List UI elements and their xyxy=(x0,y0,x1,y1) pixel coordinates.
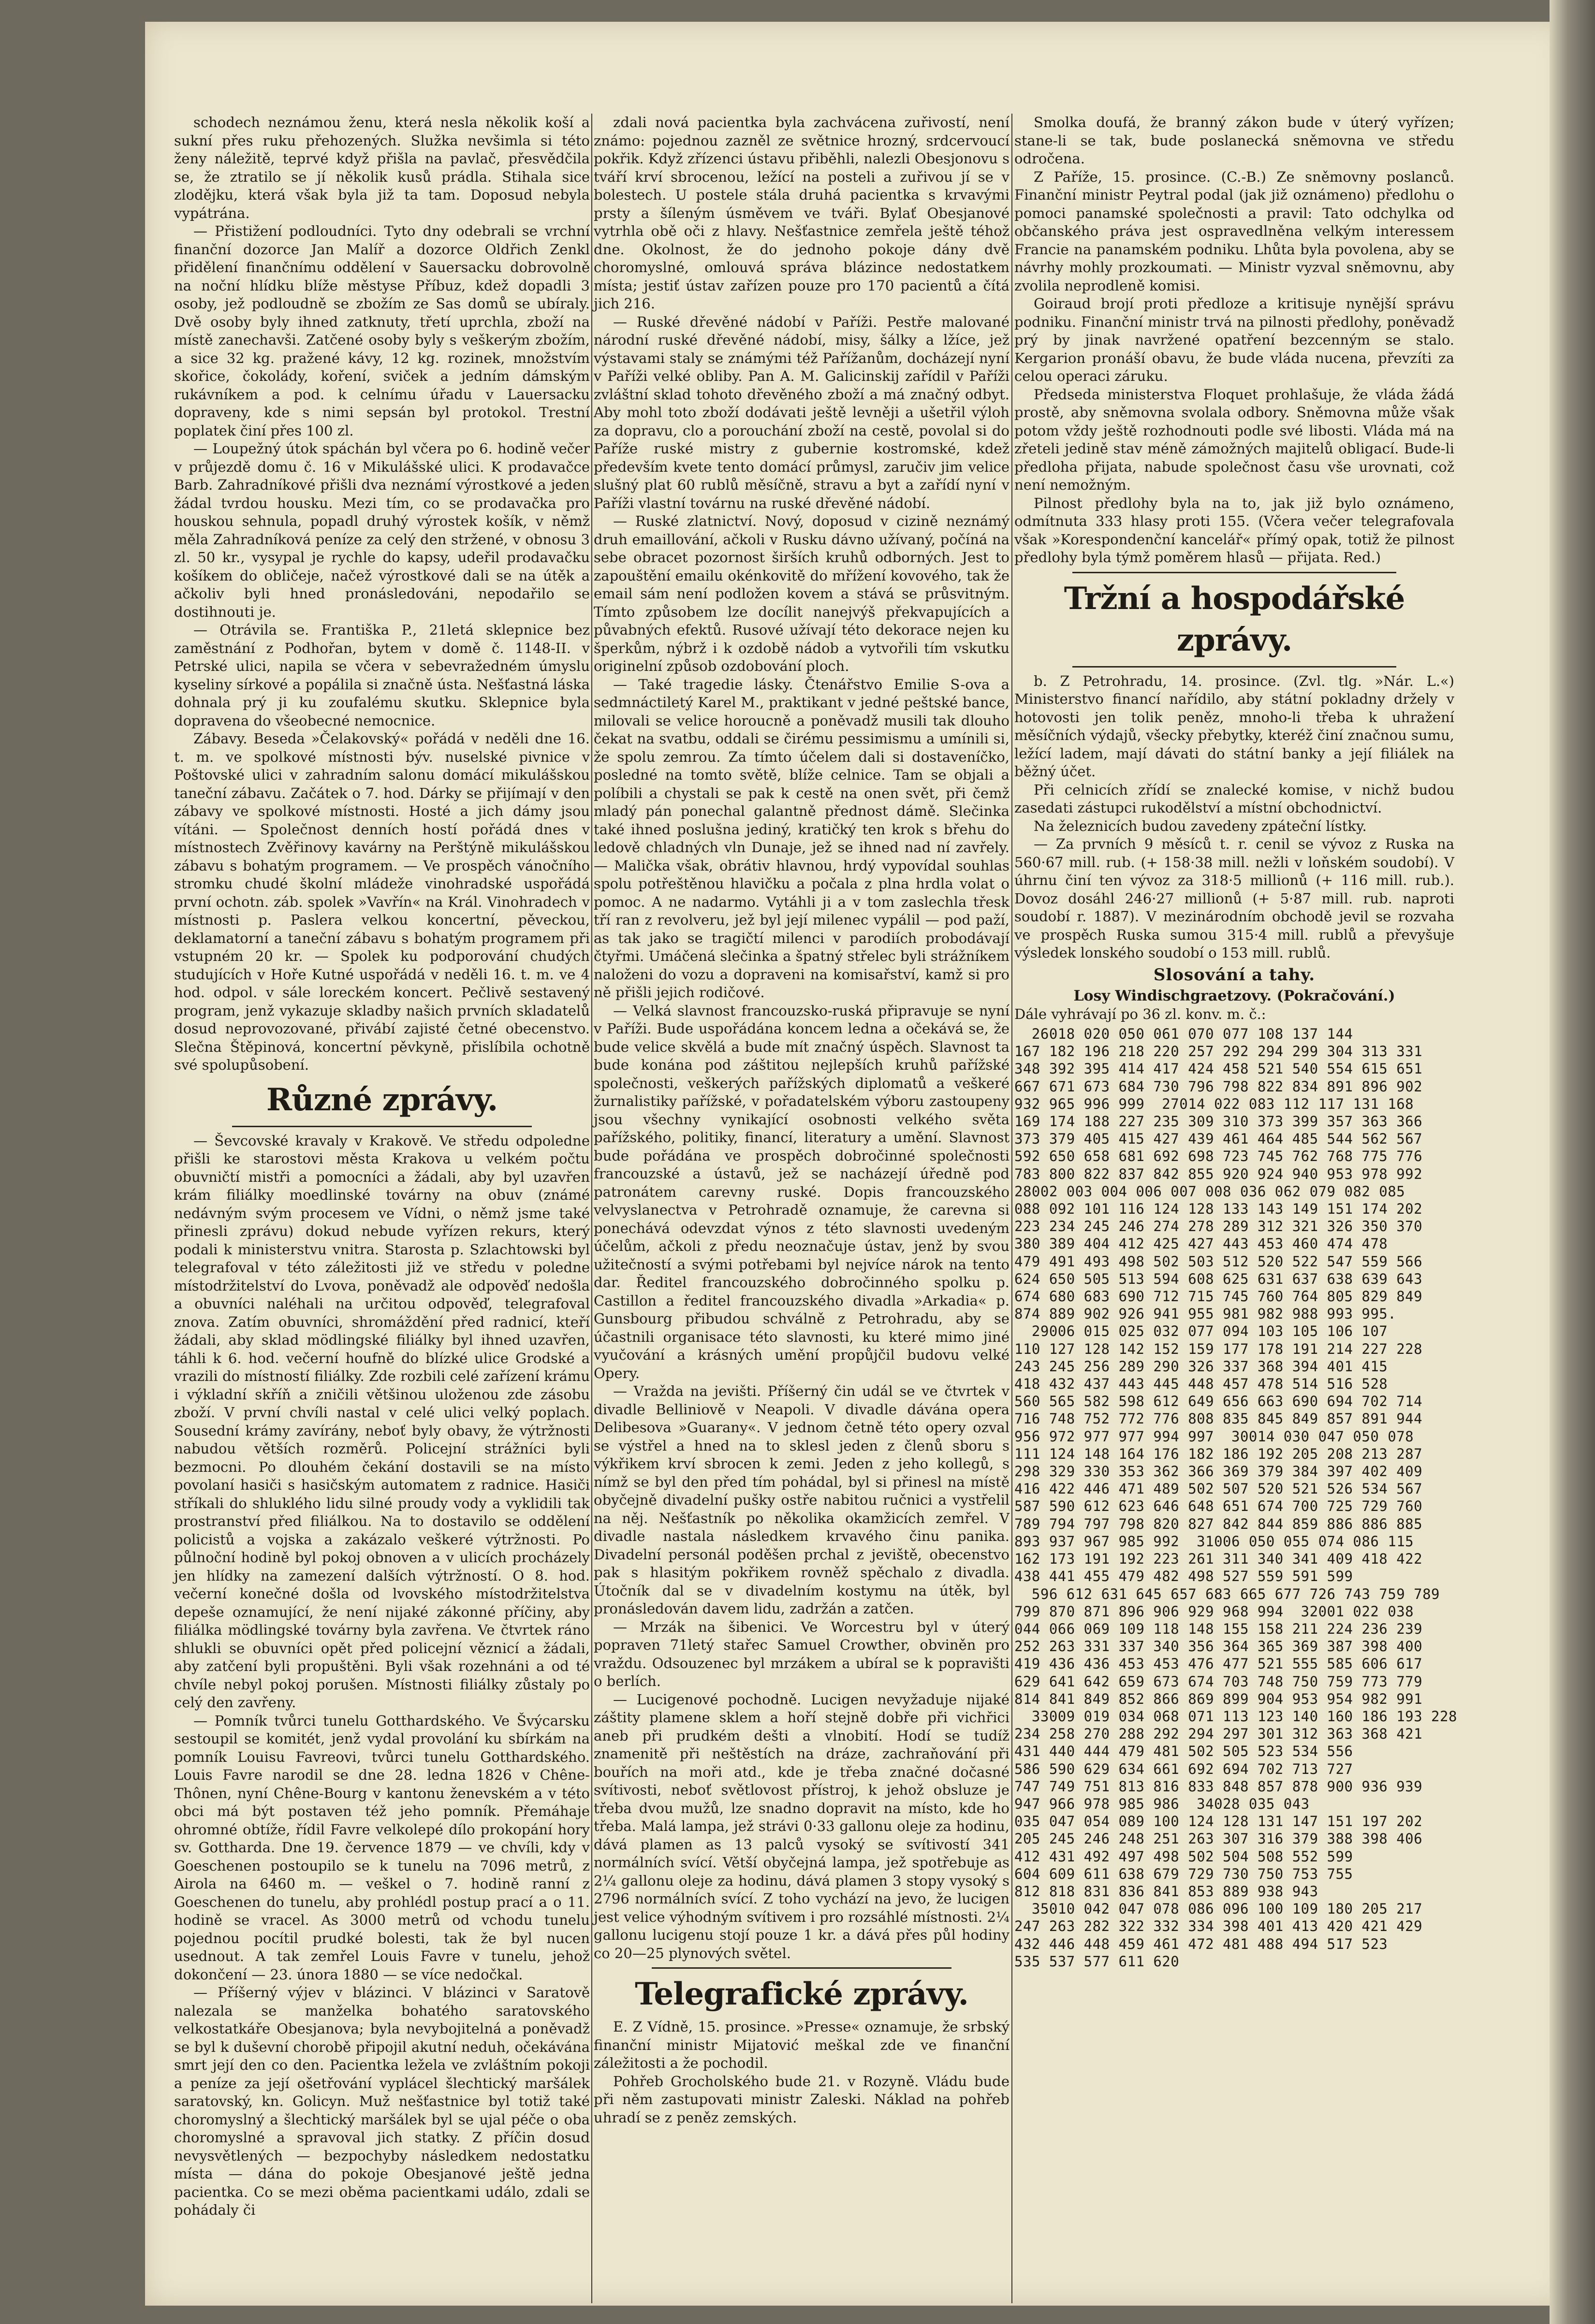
lottery-row: 110 127 128 142 152 159 177 178 191 214 227 228 xyxy=(1014,1340,1423,1357)
section-heading: Tržní a hospodářské zprávy. xyxy=(1064,580,1405,658)
lottery-row: 587 590 612 623 646 648 651 674 700 725 729 760 xyxy=(1014,1498,1423,1515)
article-text: — Otrávila se. Františka P., 21letá sklepnice bez zaměstnání z Podhořan, bytem v domě č. 1148-II. v Petrské ulici, napila se včera v sebevražedném úmyslu kyseliny sírkové a popálila si značně ústa. Nešťastná láska dohnala prý ji ku zoufalému skutku. Sklepnice byla dopravena do všeobecné nemocnice. xyxy=(174,622,590,729)
article-text: Předseda ministerstva Floquet prohlašuje, že vláda žádá prostě, aby sněmovna svolala odbory. Sněmovna může však potom vždy ještě rozhodnouti podle své libosti. Vláda má na zřeteli jedině stav méně zámožných majitelů obligací. Bude-li předloha přijata, nabude společnost času vše urovnati, což není nemožným. xyxy=(1014,386,1454,493)
lottery-row: 247 263 282 322 332 334 398 401 413 420 421 429 xyxy=(1014,1918,1423,1935)
article-text: Pohřeb Grocholského bude 21. v Rozyně. Vládu bude při něm zastupovati ministr Zaleski. Náklad na pohřeb uhradí se z peněz zemských. xyxy=(594,2073,1010,2126)
article-text: Z Paříže, 15. prosince. (C.-B.) Ze sněmovny poslanců. Finanční ministr Peytral podal (jak již oznámeno) předlohu o pomoci panamské společnosti a pravil: Tato odchylka od občanského práva jest ospravedlněna velkým interessem Francie na panamském podniku. Lhůta byla povolena, aby se návrhy mohly prozkoumati. — Ministr vyzval sněmovnu, aby zvolila neprodleně komisi. xyxy=(1014,168,1454,294)
lottery-row: 35010 042 047 078 086 096 100 109 180 205 217 xyxy=(1014,1901,1423,1917)
lottery-row: 947 966 978 985 986 34028 035 043 xyxy=(1014,1795,1310,1812)
article-text: — Příšerný výjev v blázinci. V blázinci v Saratově nalezala se manželka bohatého saratovského velkostatkáře Obesjanova; byla nevybojitelná a poněvadž se byl k duševní chorobě připojil akutní neduh, očekávána smrt její den co den. Pacientka ležela ve zvláštním pokoji a peníze za její ošetřování vyplácel šlechtický maršálek saratovský, kn. Golicyn. Muž nešťastnice byl totiž také choromyslný a šlechtický maršálek byl se ujal péče o oba choromyslné a spravoval jich statky. Z příčin dosud nevysvětlených — bezpochyby následkem nedostatku místa — dána do pokoje Obesjanové ještě jedna pacientka. Co se mezi oběma pacientkami událo, zdali se pohádaly či xyxy=(174,1984,590,2218)
lottery-subtitle: Dále vyhrávají po 36 zl. konv. m. č.: xyxy=(1014,1005,1266,1022)
article-text: — Loupežný útok spáchán byl včera po 6. hodině večer v průjezdě domu č. 16 v Mikulášské ulici. K prodavačce Barb. Zahradníkové přišli dva neznámí výrostkové a jeden žádal tvrdou housku. Mezi tím, co se prodavačka pro houskou sehnula, popadl druhý výrostek košík, v němž měla Zahradníková peníze za celý den stržené, v obnosu 3 zl. 50 kr., vysypal je rychle do kapsy, udeřil prodavačku košíkem do obličeje, načež výrostkové dali se na útěk a ačkoliv byli hned pronásledováni, nepodařilo se dostihnouti je. xyxy=(174,440,590,620)
lottery-row: 243 245 256 289 290 326 337 368 394 401 415 xyxy=(1014,1358,1388,1375)
lottery-row: 432 446 448 459 461 472 481 488 494 517 523 xyxy=(1014,1935,1388,1952)
article-text: — Za prvních 9 měsíců t. r. cenil se vývoz z Ruska na 560·67 mill. rub. (+ 158·38 mill. nežli v loňském soudobí). V úhrnu činí ten vývoz za 318·5 millionů (+ 116 mill. rub.). Dovoz dosáhl 246·27 millionů (+ 5·87 mill. rub. naproti soudobí r. 1887). V mezinárodním obchodě jevil se rozvaha ve prospěch Ruska sumou 315·4 mill. rublů a převyšuje výsledek lonského soudobí o 153 mill. rublů. xyxy=(1014,836,1454,961)
lottery-row: 604 609 611 638 679 729 730 750 753 755 xyxy=(1014,1865,1353,1882)
lottery-row: 592 650 658 681 692 698 723 745 762 768 775 776 xyxy=(1014,1148,1423,1165)
lottery-row: 789 794 797 798 820 827 842 844 859 886 886 885 xyxy=(1014,1515,1423,1532)
article-text: — Ruské zlatnictví. Nový, doposud v cizině neznámý druh emaillování, ačkoli v Rusku dávno užívaný, počíná na sebe obracet pozornost širších kruhů odborných. Jest to zapouštění emailu okénkovitě do mřížení kovového, tak že email sám není podložen kovem a stává se průsvitným. Tímto způsobem lze docílit nanejvýš překvapujících a půvabných efektů. Rusové užívají této dekorace nejen ku šperkům, nýbrž i k ozdobě nádob a vytvořili tím vskutku originelní způsob ozdobování ploch. xyxy=(594,513,1010,674)
article-text: Na železnicích budou zavedeny zpáteční lístky. xyxy=(1034,817,1367,834)
article-text: zdali nová pacientka byla zachvácena zuřivostí, není známo: pojednou zazněl ze světnice hrozný, srdcervoucí pokřik. Když zřízenci ústavu přiběhli, nalezli Obesjonovu s tváří krví sbrocenou, ležící na posteli a zuřivou jí se v bolestech. U postele stála druhá pacientka s krvavými prsty a šíleným úsměvem ve tváři. Bylať Obesjanové vytrhla obě oči z hlavy. Nešťastnice zemřela ještě téhož dne. Okolnost, že do jednoho pokoje dány dvě choromyslné, omlouvá správa blázince nedostatkem místa; jestiť ústav zařízen pouze pro 170 pacientů a čítá jich 216. xyxy=(594,114,1010,312)
lottery-row: 035 047 054 089 100 124 128 131 147 151 197 202 xyxy=(1014,1813,1423,1830)
lottery-heading: Slosování a tahy. xyxy=(1153,965,1316,985)
lottery-row: 812 818 831 836 841 853 889 938 943 xyxy=(1014,1883,1318,1900)
article-text: Pilnost předlohy byla na to, jak již bylo oznámeno, odmítnuta 333 hlasy proti 155. (Včera večer telegrafovala však »Korespondenční kancelář« přímý opak, totiž že pilnost předlohy byla týmž poměrem hlasů — přijata. Red.) xyxy=(1014,494,1454,566)
section-heading: Různé zprávy. xyxy=(266,1081,498,1118)
article-text: — Mrzák na šibenici. Ve Worcestru byl v úterý popraven 71letý stařec Samuel Crowther, obviněn pro vraždu. Odsouzenec byl mrzákem a ubíral se k popravišti o berlích. xyxy=(594,1618,1010,1689)
article-text: — Pomník tvůrci tunelu Gotthardského. Ve Švýcarsku sestoupil se komitét, jenž vydal provolání ku sbírkám na pomník Louisu Favreovi, tvůrci tunelu Gotthardského. Louis Favre narodil se dne 28. ledna 1826 v Chêne-Thônen, nyní Chêne-Bourg v kantonu ženevském a v této obci má být postaven též jeho pomník. Přemáhaje ohromné obtíže, řídil Favre velkolepé dílo prokopání hory sv. Gottharda. Dne 19. července 1879 — ve chvíli, kdy v Goeschenen postoupilo se k tunelu na 7096 metrů, z Airola na 6460 m. — veškel o 7. hodině ranní z Goeschenen do tunelu, aby prohlédl postup prací a o 11. hodině se vracel. As 3000 metrů od vchodu tunelu pojednou pocítil prudké bolesti, tak že byl nucen usednout. A tak zemřel Louis Favre v tunelu, jehož dokončení — 23. února 1880 — se více nedočkal. xyxy=(174,1712,590,1983)
article-text: — Ševcovské kravaly v Krakově. Ve středu odpoledne přišli ke starostovi města Krakova u velkém počtu obuvničtí mistři a pomocníci a žádali, aby byl uzavřen krám filiálky moedlinské továrny na obuv (známé nedávným svým procesem ve Vídni, o němž jsme také přinesli zprávu) dokud nebude vyřízen rekurs, který podali k ministerstvu vnitra. Starosta p. Szlachtowski byl telegrafoval v této záležitosti již ve středu v poledne místodržitelství do Lvova, poněvadž ale odpověď nedošla a obuvníci naléhali na určitou odpověď, telegrafoval znova. Zatím obuvníci, shromáždění před radnicí, kteří žádali, aby sklad mödlingské filiálky byl ihned uzavřen, táhli k 6. hod. večerní houfně do blízké ulice Grodské a vrazili do místností filiálky. Zde rozbili celé zařízení krámu i výkladní skříň a zničili většinou uloženou zde zásobu zboží. V první chvíli nastal v celé ulici velký poplach. Sousední krámy zavírány, neboť byly obavy, že výtržnosti nabudou větších rozměrů. Policejní strážníci byli bezmocni. Po dlouhém čekání dostavili se na místo povolaní hasiči s hasičským automatem z radnice. Hasiči stříkali do shluklého lidu silné proudy vody a vyklidili tak prostranství před filiálkou. Na to dostavilo se oddělení policistů a vojska a zakázalo veškeré výtržnosti. Po půlnoční hodině byl pokoj obnoven a v ulicích procházely jen hlídky na zamezení dalších výtržností. O 8. hod. večerní konečné došla od lvovského místodržitelstva depeše oznamující, že není nijaké zákonné příčiny, aby filiálka mödlingské továrny byla zavřena. Ve čtvrtek ráno shlukli se obuvníci opět před policejní věznicí a žádali, aby zatčení byli propuštěni. Byli však rozehnáni a od té chvíle nebyl pokoj porušen. Místnosti filiálky zůstaly po celý den zavřeny. xyxy=(174,1132,590,1711)
divider xyxy=(652,1967,951,1969)
article-text: Smolka doufá, že branný zákon bude v úterý vyřízen; stane-li se tak, bude poslanecká sněmovna ve středu odročena. xyxy=(1014,114,1454,167)
lottery-row: 252 263 331 337 340 356 364 365 369 387 398 400 xyxy=(1014,1638,1423,1655)
lottery-row: 380 389 404 412 425 427 443 453 460 474 478 xyxy=(1014,1235,1388,1252)
lottery-row: 044 066 069 109 118 148 155 158 211 224 236 239 xyxy=(1014,1620,1423,1637)
lottery-row: 629 641 642 659 673 674 703 748 750 759 773 779 xyxy=(1014,1673,1423,1690)
lottery-row: 162 173 191 192 223 261 311 340 341 409 418 422 xyxy=(1014,1551,1423,1568)
lottery-row: 111 124 148 164 176 182 186 192 205 208 213 287 xyxy=(1014,1445,1423,1462)
divider xyxy=(1072,666,1396,668)
article-text: — Také tragedie lásky. Čtenářstvo Emilie S-ova a sedmnáctiletý Karel M., praktikant v jedné peštské bance, milovali se velice horoucně a poněvadž musili tak dlouho čekat na svatbu, oddali se čirému pessimismu a umínili si, že spolu zemrou. Za tímto účelem dali si dostaveníčko, posledné na tomto světě, blíže celnice. Tam se objali a políbili a chystali se pak k cestě na onen svět, při čemž mladý pán ponechal galantně přednost dámě. Slečinka také ihned poslušna jediný, kratičký ten krok s břehu do ledově chladných vln Dunaje, jež se ihned nad ní zavřely. — Malička však, obrátiv hlavnou, hrdý vypovídal souhlas spolu potřeštěnou hlavičku a počala z plna hrdla volat o pomoc. A ne nadarmo. Vytáhli ji a v tom zaslechla třesk tří ran z revolveru, jež byl její milenec vypálil — pod paží, as tak jako se tragičtí milenci v parodiích probodávají čtyřmi. Umáčená slečinka a špatný střelec byli strážníkem naloženi do vozu a dopraveni na komisařství, kamž si pro ně přišli jejich rodičové. xyxy=(594,676,1010,1001)
lottery-row: 674 680 683 690 712 715 745 760 764 805 829 849 xyxy=(1014,1288,1423,1305)
article-text: Goiraud brojí proti předloze a kritisuje nynější správu podniku. Finanční ministr trvá na pilnosti předlohy, poněvadž prý by jinak navržené opatření bezcenným se stalo. Kergarion pronáší obavu, že bude vláda nucena, převzíti za celou operaci záruku. xyxy=(1014,295,1454,384)
lottery-row: 28002 003 004 006 007 008 036 062 079 082 085 xyxy=(1014,1183,1405,1200)
column-rule xyxy=(591,114,592,2303)
lottery-row: 348 392 395 414 417 424 458 521 540 554 615 651 xyxy=(1014,1060,1423,1077)
lottery-row: 783 800 822 837 842 855 920 924 940 953 978 992 xyxy=(1014,1165,1423,1182)
article-text: — Velká slavnost francouzsko-ruská připravuje se nyní v Paříži. Bude uspořádána koncem ledna a očekává se, že bude velice skvělá a bude mít značný úspěch. Slavnost ta bude konána pod záštitou nejlepších kruhů pařížské společnosti, veškerých pařížských diplomatů a veškeré žurnalistiky pařížské, v pořadatelském výboru zastoupeny jsou všechny vynikající osobnosti velkého světa pařížského, politiky, financí, literatury a umění. Slavnost bude pořádána ve prospěch dobročinné společnosti francouzské a ústavů, jež se nacházejí úředně pod patronátem carevny ruské. Dopis francouzského velvyslanectva v Petrohradě oznamuje, že carevna si ponechává odevzdat výnos z této slavnosti uvedeným účelům, ačkoli z předu neoznačuje ústav, jenž by svou užitečností a svými potřebami byl nejvíce nárok na tento dar. Ředitel francouzského dobročinného spolku p. Castillon a ředitel francouzského divadla »Arkadia« p. Gunsbourg přibudou schválně z Petrohradu, aby se účastnili organisace této slavnosti, ku které mimo jiné vyučování a krásných umění propůjčil budovu velké Opery. xyxy=(594,1002,1010,1381)
lottery-row: 26018 020 050 061 070 077 108 137 144 xyxy=(1014,1026,1353,1042)
lottery-row: 956 972 977 977 994 997 30014 030 047 050 078 xyxy=(1014,1428,1414,1445)
lottery-row: 874 889 902 926 941 955 981 982 988 993 995. xyxy=(1014,1306,1397,1322)
article-text: schodech neznámou ženu, která nesla několik koší a sukní přes ruku přehozených. Služka nevšimla si této ženy náležitě, teprvé když přišla na pavlač, přesvědčila se, že ztratilo se jí několik kusů prádla. Stihala sice zlodějku, která však byla již ta tam. Doposud nebyla vypátrána. xyxy=(174,114,590,221)
lottery-row: 624 650 505 513 594 608 625 631 637 638 639 643 xyxy=(1014,1270,1423,1287)
lottery-title: Losy Windischgraetzovy. (Pokračování.) xyxy=(1073,988,1395,1004)
lottery-row: 596 612 631 645 657 683 665 677 726 743 759 789 xyxy=(1014,1585,1440,1602)
lottery-row: 814 841 849 852 866 869 899 904 953 954 982 991 xyxy=(1014,1690,1423,1707)
lottery-row: 932 965 996 999 27014 022 083 112 117 131 168 xyxy=(1014,1095,1414,1112)
article-text: Zábavy. Beseda »Čelakovský« pořádá v neděli dne 16. t. m. ve spolkové místnosti býv. nuselské pivnice v Poštovské ulici v zahradním salonu domácí mikulášskou taneční zábavu. Začátek o 7. hod. Dárky se přijímají v den zábavy ve spolkové místnosti. Hosté a jich dámy jsou vítáni. — Společnost denních hostí pořádá dnes v místnostech Zvěřinovy kavárny na Perštýně mikulášskou zábavu s bohatým programem. — Ve prospěch vánočního stromku chudé školní mládeže vinohradské uspořádá první ochotn. záb. spolek »Vavřín« na Král. Vinohradech v místnosti p. Paslera velkou koncertní, pěveckou, deklamatorní a taneční zábavu s bohatým programem při vstupném 20 kr. — Spolek ku podporování chudých studujících v Hoře Kutné uspořádá v neděli 16. t. m. ve 4 hod. odpol. v sále loreckém koncert. Pečlivě sestavený program, jenž vykazuje skladby našich prvních skladatelů dosud neprovozované, přivábí zajisté četné obecenstvo. Slečna Štěpinová, koncertní pěvkyně, přislíbila ochotně své spolupůsobení. xyxy=(174,730,590,1073)
article-text: E. Z Vídně, 15. prosince. »Presse« oznamuje, že srbský finanční ministr Mijatović meškal zde ve finanční záležitosti a že pochodil. xyxy=(594,2019,1010,2071)
lottery-row: 169 174 188 227 235 309 310 373 399 357 363 366 xyxy=(1014,1113,1423,1130)
lottery-row: 535 537 577 611 620 xyxy=(1014,1953,1180,1970)
lottery-row: 167 182 196 218 220 257 292 294 299 304 313 331 xyxy=(1014,1043,1423,1060)
lottery-row: 416 422 446 471 489 502 507 520 521 526 534 567 xyxy=(1014,1481,1423,1497)
lottery-row: 373 379 405 415 427 439 461 464 485 544 562 567 xyxy=(1014,1131,1423,1147)
article-text: Při celnicích zřídí se znalecké komise, v nichž budou zasedati zástupci rukodělství a místní obchodnictví. xyxy=(1014,781,1454,816)
lottery-row: 33009 019 034 068 071 113 123 140 160 186 193 228 xyxy=(1014,1708,1457,1725)
lottery-row: 234 258 270 288 292 294 297 301 312 363 368 421 xyxy=(1014,1726,1423,1743)
lottery-row: 560 565 582 598 612 649 656 663 690 694 702 714 xyxy=(1014,1393,1423,1410)
section-heading: Telegrafické zprávy. xyxy=(635,1976,968,2012)
column-rule xyxy=(1011,114,1012,2303)
lottery-row: 412 431 492 497 498 502 504 508 552 599 xyxy=(1014,1848,1353,1865)
lottery-row: 667 671 673 684 730 796 798 822 834 891 896 902 xyxy=(1014,1078,1423,1095)
divider xyxy=(1072,572,1396,573)
lottery-row: 479 491 493 498 502 503 512 520 522 547 559 566 xyxy=(1014,1253,1423,1270)
lottery-row: 893 937 967 985 992 31006 050 055 074 086 115 xyxy=(1014,1533,1414,1550)
lottery-row: 438 441 455 479 482 498 527 559 591 599 xyxy=(1014,1568,1353,1585)
lottery-row: 419 436 436 453 453 476 477 521 555 585 606 617 xyxy=(1014,1656,1423,1672)
article-text: — Ruské dřevěné nádobí v Paříži. Pestře malované národní ruské dřevěné nádobí, misy, šálky a lžíce, jež výstavami staly se známými též Pařížanům, docházejí nyní v Paříži velké obliby. Pan A. M. Galicinskij zařídil v Paříži zvláštní sklad tohoto dřevěného zboží a má značný odbyt. Aby mohl toto zboží dodávati ještě levněji a ušetřil výloh za dopravu, clo a porouchání zboží na cestě, povolal si do Paříže ruské mistry z gubernie kostromské, kdež především kvete tento domácí průmysl, zaručiv jim velice slušný plat 60 rublů měsíčně, stravu a byt a zařídí nyní v Paříži vlastní továrnu na ruské dřevěné nádobí. xyxy=(594,313,1010,511)
column-2 xyxy=(594,114,1010,2127)
lottery-row: 586 590 629 634 661 692 694 702 713 727 xyxy=(1014,1760,1353,1777)
lottery-row: 29006 015 025 032 077 094 103 105 106 107 xyxy=(1014,1323,1388,1340)
lottery-row: 431 440 444 479 481 502 505 523 534 556 xyxy=(1014,1743,1353,1760)
lottery-number-list xyxy=(1014,1025,1457,1970)
lottery-row: 298 329 330 353 362 366 369 379 384 397 402 409 xyxy=(1014,1463,1423,1480)
page-fold-shadow xyxy=(1550,0,1595,2324)
column-3 xyxy=(1014,114,1457,1970)
divider xyxy=(232,1126,532,1127)
article-text: — Přistižení podloudníci. Tyto dny odebrali se vrchní finanční dozorce Jan Malíř a dozorce Oldřich Zenkl přidělení finančnímu oddělení v Sauersacku dobrovolně na noční hlídku blíže městyse Příbuz, kdež dopadli 3 osoby, jež podloudně se zbožím ze Sas domů se ubíraly. Dvě osoby byly ihned zatknuty, třetí uprchla, zboží na místě zanechavši. Zatčené osoby byly s veškerým zbožím, a sice 32 kg. pražené kávy, 12 kg. rozinek, množstvím skořice, čokolády, koření, sviček a jedním dámským rukávníkem a pod. k celnímu úřadu v Lauersacku dopraveny, kde s nimi sepsán byl protokol. Trestní poplatek činí přes 100 zl. xyxy=(174,223,590,439)
lottery-row: 223 234 245 246 274 278 289 312 321 326 350 370 xyxy=(1014,1218,1423,1235)
column-1 xyxy=(174,114,590,2220)
lottery-row: 088 092 101 116 124 128 133 143 149 151 174 202 xyxy=(1014,1201,1423,1218)
lottery-row: 205 245 246 248 251 263 307 316 379 388 398 406 xyxy=(1014,1830,1423,1847)
article-text: — Lucigenové pochodně. Lucigen nevyžaduje nijaké záštity plamene sklem a hoří stejně dobře při vichřici aneb při prudkém dešti a vlnobití. Hodí se tudíž znamenitě při neštěstích na dráze, zachraňování při bouřích na moři atd., kde je třeba značné dočasné svítivosti, neboť světlovost přístroj, k jehož obsluze je třeba dvou mužů, lze snadno dopravit na místo, kde ho třeba. Malá lampa, jež strávi 0·33 gallonu oleje za hodinu, dává plamen as 13 palců vysoký se svítivostí 341 normálních svící. Větší obyčejná lampa, jež spotřebuje as 2¼ gallonu oleje za hodinu, dává plamen 3 stopy vysoký s 2796 normálních svící. Z toho vychází na jevo, že lucigen jest velice výhodným svítivem i pro rozsáhlé místnosti. 2¼ gallonu lucigenu stojí pouze 1 kr. a dává přes půl hodiny co 20—25 plynových světel. xyxy=(594,1691,1010,1961)
article-text: — Vražda na jevišti. Příšerný čin udál se ve čtvrtek v divadle Belliniově v Neapoli. V divadle dávána opera Delibesova »Guarany«. V jednom četně této opery ozval se výstřel a hned na to sklesl jeden z členů sboru s výkřikem krví sbrocen k zemi. Jeden z jeho kollegů, s nímž se byl den před tím pohádal, byl si přinesl na místě obyčejně divadelní pušky ostře nabitou ručnici a vystřelil na něj. Nešťastník po několika okamžicích zemřel. V divadle nastala následkem krvavého činu panika. Divadelní personál poděšen prchal z jeviště, obecenstvo pak s hlasitým pokřikem rovněž spěchalo z divadla. Útočník dal se v divadelním kostymu na útěk, byl pronásledován davem lidu, zadržán a zatčen. xyxy=(594,1383,1010,1617)
lottery-row: 747 749 751 813 816 833 848 857 878 900 936 939 xyxy=(1014,1778,1423,1795)
article-text: b. Z Petrohradu, 14. prosince. (Zvl. tlg. »Nár. L.«) Ministerstvo financí nařídilo, aby státní pokladny držely v hotovosti jen tolik peněz, mnoho-li třeba k uhražení měsíčních výdajů, všecky přebytky, kteréž činí značnou sumu, ležící ladem, mají dávati do státní banky a její filiálek na běžný účet. xyxy=(1014,672,1454,780)
lottery-row: 716 748 752 772 776 808 835 845 849 857 891 944 xyxy=(1014,1410,1423,1427)
lottery-row: 418 432 437 443 445 448 457 478 514 516 528 xyxy=(1014,1376,1388,1393)
lottery-row: 799 870 871 896 906 929 968 994 32001 022 038 xyxy=(1014,1603,1414,1620)
